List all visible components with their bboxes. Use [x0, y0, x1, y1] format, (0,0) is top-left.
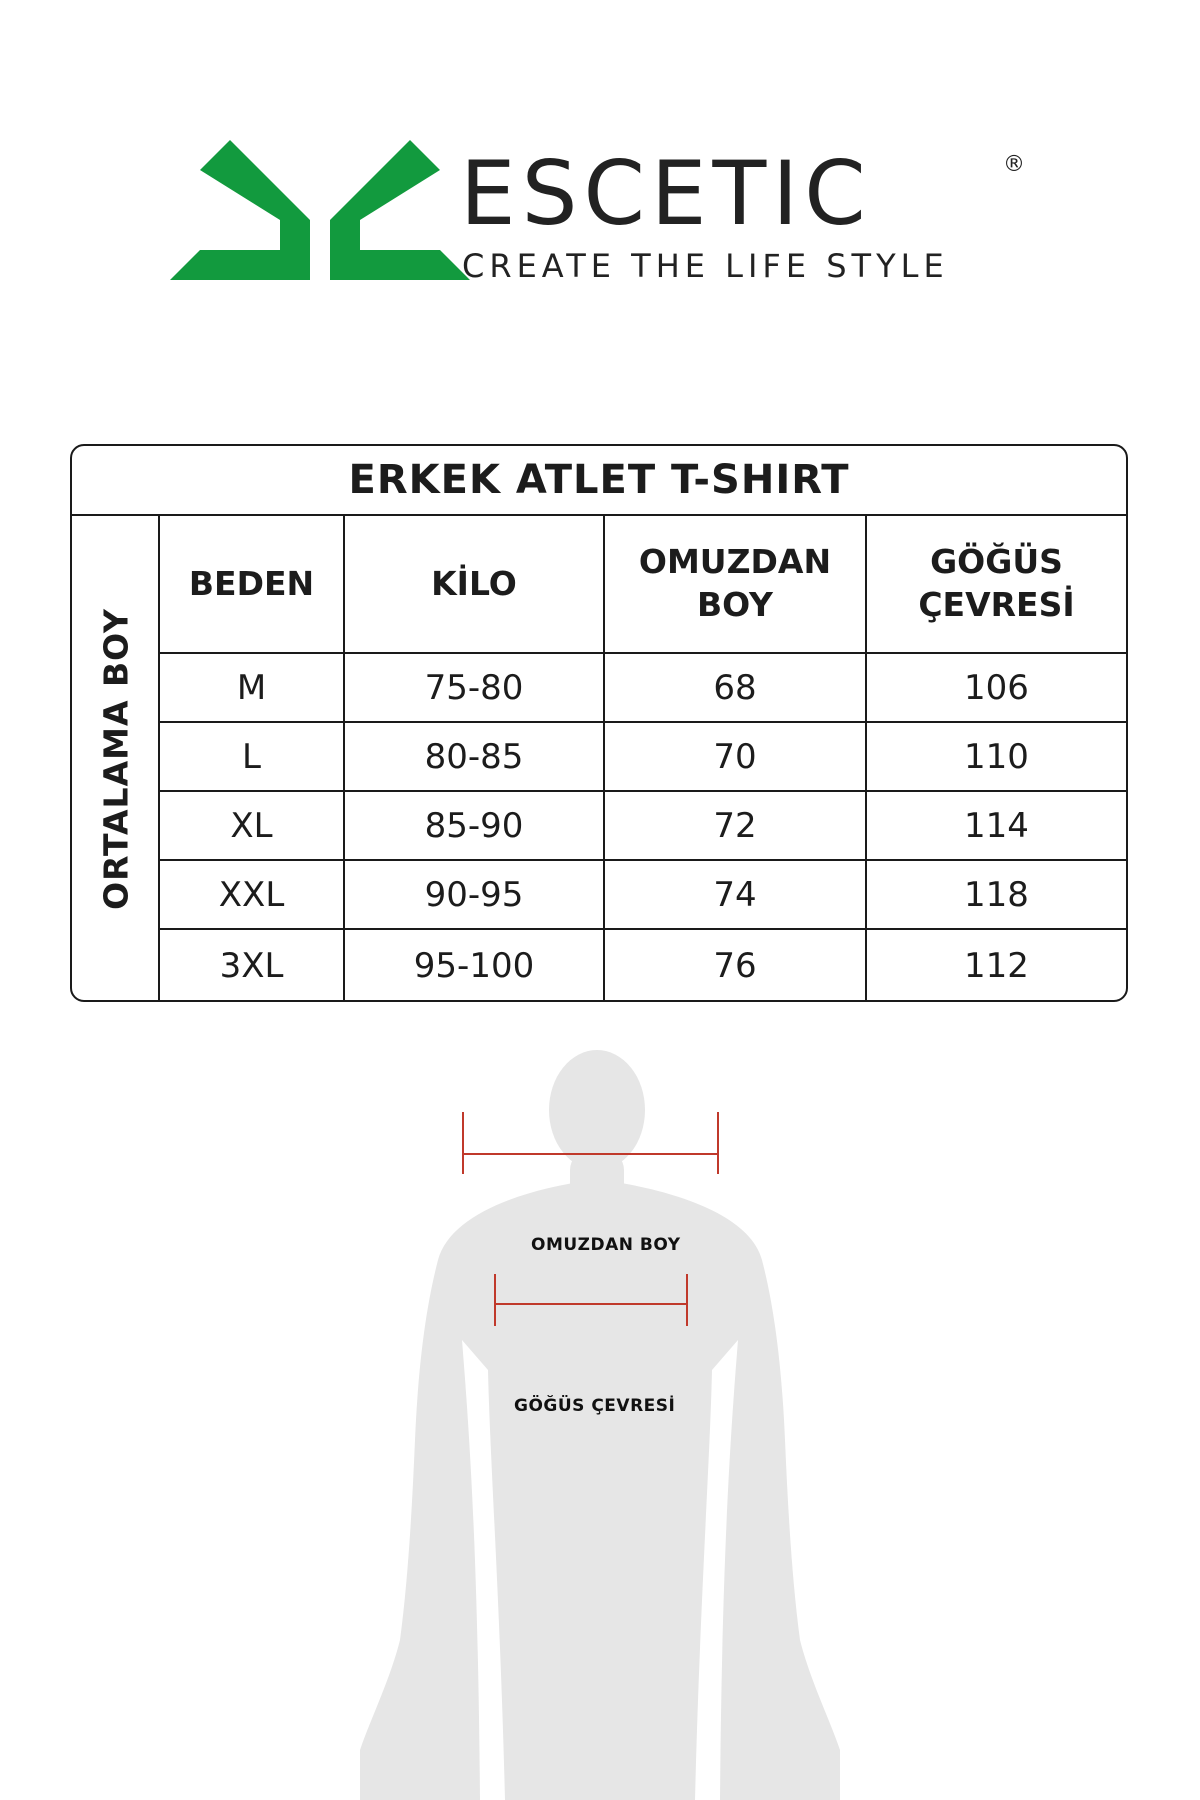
header-omuzdan-boy: OMUZDAN BOY [605, 516, 867, 654]
logo-left-chevron [170, 140, 310, 280]
side-label-ortalama-boy: ORTALAMA BOY [96, 608, 136, 910]
row-l-size: L [160, 723, 345, 792]
row-m-length: 68 [605, 654, 867, 723]
row-xxl-weight: 90-95 [345, 861, 605, 930]
row-l-weight: 80-85 [345, 723, 605, 792]
row-3xl-weight: 95-100 [345, 930, 605, 1002]
row-xl-length: 72 [605, 792, 867, 861]
row-m-size: M [160, 654, 345, 723]
header-gogus-cevresi: GÖĞÜS ÇEVRESİ [867, 516, 1126, 654]
row-l-chest: 110 [867, 723, 1126, 792]
body-silhouette-figure [360, 1040, 840, 1800]
row-xxl-chest: 118 [867, 861, 1126, 930]
row-xl-weight: 85-90 [345, 792, 605, 861]
row-xxl-size: XXL [160, 861, 345, 930]
logo-right-chevron [330, 140, 470, 280]
body-silhouette [360, 1050, 840, 1800]
brand-tagline: CREATE THE LIFE STYLE [462, 247, 949, 285]
row-3xl-chest: 112 [964, 946, 1029, 986]
row-3xl-size: 3XL [160, 930, 345, 1002]
registered-mark: ® [1003, 152, 1025, 177]
row-xl-chest: 114 [867, 792, 1126, 861]
row-xxl-length: 74 [605, 861, 867, 930]
row-m-chest: 106 [867, 654, 1126, 723]
chest-measure-label: GÖĞÜS ÇEVRESİ [514, 1396, 676, 1416]
brand-name: ESCETIC [460, 142, 872, 245]
header-beden: BEDEN [160, 516, 345, 654]
header-kilo: KİLO [345, 516, 605, 654]
shoulder-measure-label: OMUZDAN BOY [531, 1235, 681, 1255]
size-chart-table [70, 444, 1128, 1002]
row-m-weight: 75-80 [345, 654, 605, 723]
row-xl-size: XL [160, 792, 345, 861]
row-l-length: 70 [605, 723, 867, 792]
side-label-cell [72, 516, 160, 1002]
table-title: ERKEK ATLET T-SHIRT [72, 446, 1126, 516]
size-grid [160, 516, 1126, 1002]
row-3xl-length: 76 [605, 930, 867, 1002]
